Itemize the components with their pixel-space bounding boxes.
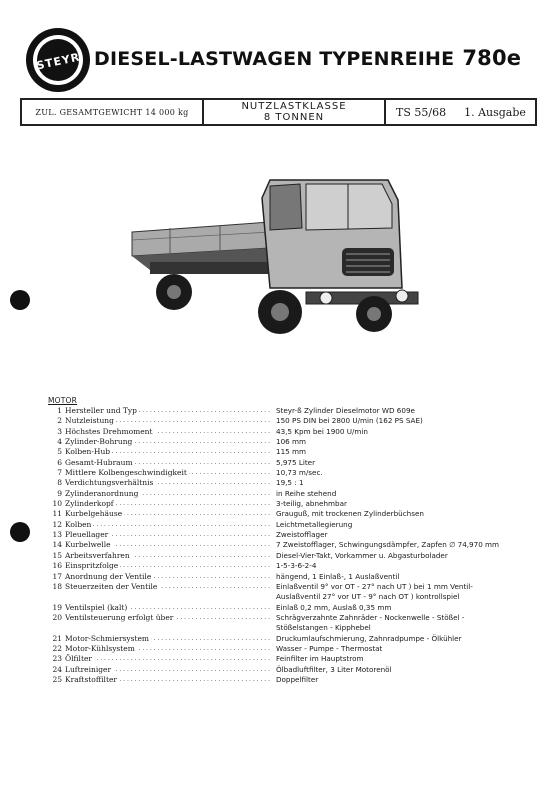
spec-row [48, 406, 538, 416]
payload-class-line1: NUTZLASTKLASSE [241, 101, 347, 112]
spec-number: 18 [48, 582, 62, 592]
spec-key [48, 520, 274, 530]
spec-label: Pleuellager [65, 530, 109, 540]
gross-weight: ZUL. GESAMTGEWICHT 14 000 kg [22, 100, 204, 124]
spec-row [48, 603, 538, 613]
spec-row [48, 634, 538, 644]
spec-number: 10 [48, 499, 62, 509]
spec-value: hängend, 1 Einlaß-, 1 Auslaßventil [276, 571, 400, 581]
spec-row [48, 520, 538, 530]
spec-value: Schrägverzahnte Zahnräder - Nockenwelle - Stößel - [276, 612, 465, 622]
spec-value: Druckumlaufschmierung, Zahnradpumpe - Ölkühler [276, 633, 462, 643]
spec-label: Nutzleistung [65, 416, 114, 426]
spec-label: Zylinderkopf [65, 499, 114, 509]
spec-key [48, 530, 274, 540]
spec-label [65, 623, 67, 633]
model-number: 780e [462, 46, 522, 70]
spec-row [48, 499, 538, 509]
spec-value: 43,5 Kpm bei 1900 U/min [276, 426, 368, 436]
spec-key [48, 644, 274, 654]
spec-value: Doppelfilter [276, 674, 319, 684]
spec-key [48, 582, 274, 592]
spec-key [48, 447, 274, 457]
spec-key [48, 675, 274, 685]
spec-row [48, 675, 538, 685]
spec-label: Gesamt-Hubraum [65, 457, 133, 467]
spec-row [48, 572, 538, 582]
spec-row [48, 592, 538, 602]
title-text: DIESEL-LASTWAGEN TYPENREIHE [94, 48, 455, 70]
spec-number: 6 [48, 458, 62, 468]
spec-label: Kolben [65, 519, 92, 529]
spec-row [48, 478, 538, 488]
spec-label: Kolben-Hub [65, 447, 111, 457]
spec-number [48, 592, 62, 602]
spec-label: Steuerzeiten der Ventile [65, 581, 158, 591]
spec-number: 9 [48, 489, 62, 499]
spec-number: 7 [48, 468, 62, 478]
spec-row [48, 458, 538, 468]
spec-value: Zweistofflager [276, 530, 328, 540]
spec-row [48, 540, 538, 550]
spec-number: 13 [48, 530, 62, 540]
spec-key [48, 540, 274, 550]
spec-number: 2 [48, 416, 62, 426]
page-title [94, 46, 521, 70]
spec-number: 11 [48, 509, 62, 519]
spec-label: Verdichtungsverhältnis [65, 478, 154, 488]
spec-value: 115 mm [276, 447, 307, 457]
spec-label: Hersteller und Typ [65, 406, 137, 415]
spec-value: 5,975 Liter [276, 457, 316, 467]
spec-row [48, 623, 538, 633]
spec-label: Kurbelgehäuse [65, 509, 123, 519]
engine-spec-section [48, 396, 538, 685]
spec-key [48, 561, 274, 571]
spec-key [48, 634, 274, 644]
spec-row [48, 551, 538, 561]
header-info-bar [20, 98, 537, 126]
document-reference [386, 100, 535, 124]
spec-key [48, 603, 274, 613]
doc-ref: TS 55/68 [396, 105, 447, 119]
spec-number: 17 [48, 572, 62, 582]
spec-label: Ölfilter [65, 654, 92, 664]
spec-number: 16 [48, 561, 62, 571]
spec-key [48, 572, 274, 582]
spec-key [48, 509, 274, 519]
spec-key [48, 437, 274, 447]
spec-number: 23 [48, 654, 62, 664]
punch-hole-top [10, 290, 30, 310]
spec-number [48, 623, 62, 633]
spec-key [48, 478, 274, 488]
spec-number: 1 [48, 406, 62, 416]
spec-value: 7 Zweistofflager, Schwingungsdämpfer, Zapfen ∅ 74,970 mm [276, 540, 500, 550]
payload-class-line2: 8 TONNEN [263, 112, 325, 123]
spec-value: Einlaß 0,2 mm, Auslaß 0,35 mm [276, 602, 392, 612]
truck-photo [130, 170, 430, 355]
spec-row [48, 427, 538, 437]
spec-row [48, 468, 538, 478]
spec-value: 150 PS DIN bei 2800 U/min (162 PS SAE) [276, 416, 423, 426]
spec-label: Motor-Kühlsystem [65, 643, 135, 653]
spec-row [48, 654, 538, 664]
punch-hole-bottom [10, 522, 30, 542]
spec-value: 3-teilig, abnehmbar [276, 499, 347, 509]
spec-key [48, 551, 274, 561]
spec-number: 4 [48, 437, 62, 447]
spec-number: 8 [48, 478, 62, 488]
spec-key [48, 592, 274, 602]
spec-label: Zylinder-Bohrung [65, 437, 133, 447]
spec-key [48, 489, 274, 499]
spec-value: 10,73 m/sec. [276, 468, 323, 478]
section-heading-motor: MOTOR [48, 396, 78, 405]
spec-key [48, 427, 274, 437]
spec-row [48, 561, 538, 571]
spec-value: in Reihe stehend [276, 488, 337, 498]
spec-label: Ventilspiel (kalt) [65, 602, 128, 612]
spec-label: Anordnung der Ventile [65, 571, 152, 581]
spec-number: 5 [48, 447, 62, 457]
spec-row [48, 489, 538, 499]
spec-row [48, 416, 538, 426]
spec-label: Ventilsteuerung erfolgt über [65, 612, 174, 622]
spec-value: Wasser - Pumpe - Thermostat [276, 643, 383, 653]
spec-key [48, 499, 274, 509]
spec-label: Höchstes Drehmoment [65, 426, 153, 436]
spec-label: Kraftstoffilter [65, 674, 117, 684]
spec-value: Leichtmetallegierung [276, 519, 353, 529]
spec-row [48, 530, 538, 540]
spec-value: 1-5-3-6-2-4 [276, 561, 317, 571]
spec-key [48, 406, 274, 416]
spec-number: 15 [48, 551, 62, 561]
spec-key [48, 623, 274, 633]
spec-number: 20 [48, 613, 62, 623]
spec-number: 14 [48, 540, 62, 550]
spec-value: Ölbadluftfilter, 3 Liter Motorenöl [276, 664, 392, 674]
edition: 1. Ausgabe [464, 105, 526, 119]
spec-key [48, 458, 274, 468]
spec-label: Kurbelwelle [65, 540, 111, 550]
spec-number: 12 [48, 520, 62, 530]
spec-value: Steyr-ß Zylinder Dieselmotor WD 609e [276, 406, 415, 415]
spec-label: Einspritzfolge [65, 561, 119, 571]
spec-number: 24 [48, 665, 62, 675]
spec-row [48, 509, 538, 519]
spec-label: Motor-Schmiersystem [65, 633, 150, 643]
spec-value: Einlaßventil 9° vor OT - 27° nach UT ) bei 1 mm Ventil- [276, 581, 473, 591]
spec-number: 21 [48, 634, 62, 644]
spec-key [48, 613, 274, 623]
spec-value: Feinfilter im Hauptstrom [276, 654, 364, 664]
svg-text:STEYR: STEYR [35, 50, 82, 73]
spec-row [48, 665, 538, 675]
spec-row [48, 644, 538, 654]
spec-row [48, 613, 538, 623]
spec-key [48, 416, 274, 426]
spec-row [48, 437, 538, 447]
spec-row [48, 447, 538, 457]
spec-label: Arbeitsverfahren [65, 550, 130, 560]
spec-key [48, 468, 274, 478]
spec-label: Zylinderanordnung [65, 488, 139, 498]
spec-value: 106 mm [276, 437, 307, 447]
spec-number: 19 [48, 603, 62, 613]
spec-key [48, 654, 274, 664]
spec-table [48, 406, 538, 685]
spec-value: Grauguß, mit trockenen Zylinderbüchsen [276, 509, 424, 519]
spec-number: 3 [48, 427, 62, 437]
spec-row [48, 582, 538, 592]
spec-number: 25 [48, 675, 62, 685]
spec-value: Stößelstangen - Kipphebel [276, 623, 371, 633]
spec-number: 22 [48, 644, 62, 654]
spec-value: 19,5 : 1 [276, 478, 304, 488]
steyr-logo [24, 26, 92, 94]
spec-label: Luftreiniger [65, 664, 112, 674]
spec-value: Auslaßventil 27° vor UT - 9° nach OT ) kontrollspiel [276, 592, 460, 602]
spec-label [65, 592, 67, 602]
spec-label: Mittlere Kolbengeschwindigkeit [65, 468, 187, 478]
spec-value: Diesel-Vier-Takt, Vorkammer u. Abgasturbolader [276, 550, 448, 560]
spec-key [48, 665, 274, 675]
payload-class [204, 100, 386, 124]
